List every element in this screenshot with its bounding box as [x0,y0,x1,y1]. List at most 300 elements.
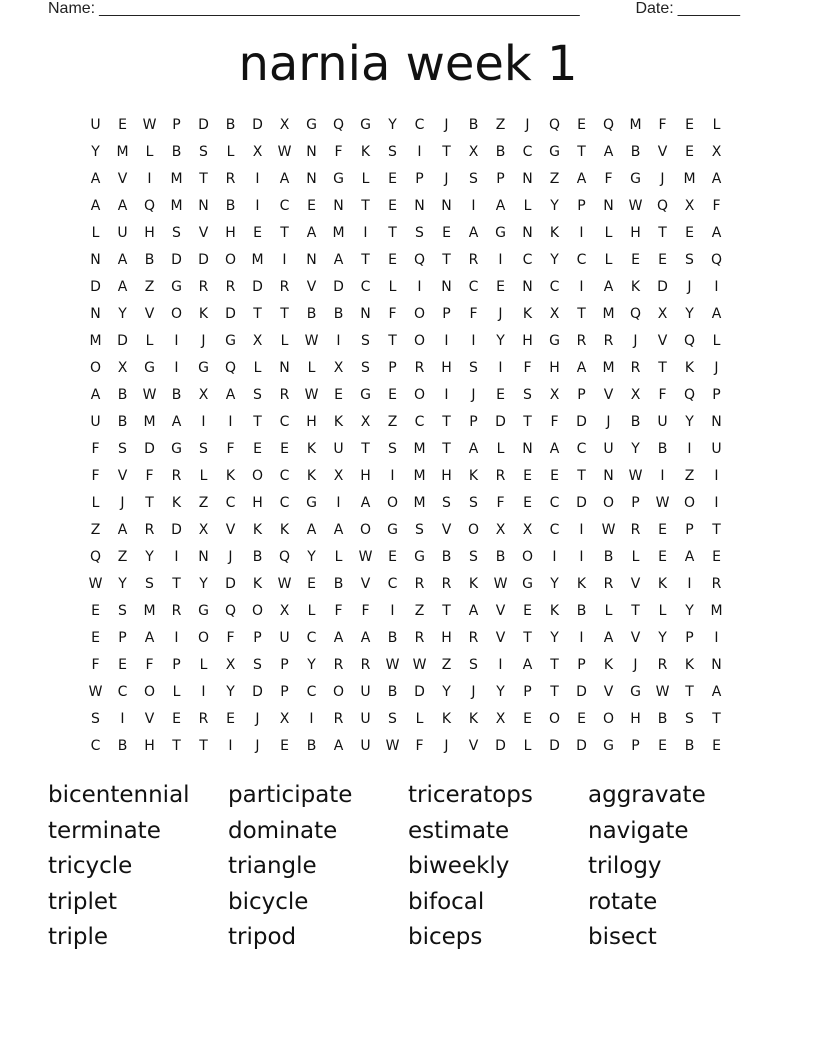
grid-letter: Y [307,657,316,673]
date-line[interactable]: _______ [677,0,740,17]
header-row [48,0,740,20]
grid-letter: I [687,576,692,592]
grid-letter: Y [550,576,559,592]
grid-letter: X [522,522,533,538]
grid-letter: J [471,387,476,403]
word-bank-item: bifocal [408,888,485,915]
grid-letter: U [360,684,371,700]
grid-letter: D [252,684,263,700]
grid-letter: W [601,522,616,538]
grid-letter: M [251,252,264,268]
grid-letter: B [630,144,641,160]
grid-letter: A [90,171,101,187]
grid-letter: D [414,684,425,700]
grid-letter: U [657,414,668,430]
grid-letter: C [360,279,371,295]
grid-letter: R [630,522,641,538]
grid-letter: P [685,630,694,646]
grid-letter: O [197,630,210,646]
grid-letter: V [495,603,506,619]
grid-letter: A [468,225,479,241]
grid-letter: R [225,171,236,187]
grid-letter: V [630,630,641,646]
grid-letter: L [91,225,100,241]
grid-letter: S [442,495,451,511]
grid-letter: I [174,549,179,565]
grid-letter: P [172,117,181,133]
grid-letter: I [498,657,503,673]
grid-letter: I [471,333,476,349]
grid-letter: N [441,198,452,214]
grid-letter: I [714,468,719,484]
grid-letter: G [171,441,182,457]
grid-letter: Q [224,360,237,376]
grid-letter: X [657,306,668,322]
grid-letter: N [306,252,317,268]
grid-letter: E [388,198,397,214]
word-bank [48,778,768,956]
grid-letter: R [495,468,506,484]
grid-letter: O [683,495,696,511]
grid-letter: Q [332,117,345,133]
name-field[interactable] [48,0,580,18]
grid-letter: I [228,414,233,430]
grid-letter: A [279,171,290,187]
grid-letter: L [523,738,532,754]
grid-letter: O [386,495,399,511]
grid-letter: A [225,387,236,403]
grid-letter: T [550,657,559,673]
grid-letter: T [685,684,694,700]
grid-letter: I [174,630,179,646]
grid-letter: Q [683,387,696,403]
grid-letter: B [171,387,182,403]
word-bank-item: dominate [228,817,338,844]
grid-letter: N [522,171,533,187]
grid-letter: A [684,549,695,565]
grid-letter: I [336,333,341,349]
grid-letter: X [333,468,344,484]
grid-letter: M [116,144,129,160]
grid-letter: L [145,144,154,160]
grid-letter: C [279,198,290,214]
grid-letter: L [361,171,370,187]
grid-letter: M [143,603,156,619]
grid-letter: N [333,198,344,214]
grid-letter: S [199,441,208,457]
grid-letter: B [117,414,128,430]
word-bank-item: triangle [228,853,317,879]
grid-letter: A [306,225,317,241]
grid-letter: R [441,576,452,592]
grid-letter: R [711,576,722,592]
grid-letter: H [549,360,560,376]
grid-letter: Q [656,198,669,214]
grid-letter: H [144,225,155,241]
grid-letter: V [198,225,209,241]
grid-letter: U [333,441,344,457]
grid-letter: Y [685,414,694,430]
grid-letter: W [277,576,292,592]
grid-letter: E [685,144,694,160]
grid-letter: O [224,252,237,268]
grid-letter: M [413,441,426,457]
grid-letter: V [360,576,371,592]
grid-letter: F [361,603,370,619]
grid-letter: E [577,711,586,727]
grid-letter: Q [683,333,696,349]
grid-letter: Z [387,414,398,430]
grid-letter: K [279,522,290,538]
grid-letter: D [549,738,560,754]
grid-letter: G [414,549,425,565]
grid-letter: L [226,144,235,160]
grid-letter: B [441,549,452,565]
grid-letter: B [468,117,479,133]
grid-letter: G [306,495,317,511]
grid-letter: I [282,252,287,268]
grid-letter: J [255,711,260,727]
grid-letter: V [225,522,236,538]
grid-letter: I [579,522,584,538]
grid-letter: B [576,603,587,619]
grid-letter: K [630,279,641,295]
grid-letter: Z [549,171,560,187]
grid-letter: O [251,603,264,619]
grid-letter: T [658,225,667,241]
grid-letter: Y [550,198,559,214]
name-line[interactable]: ______________________________________________________ [99,0,580,17]
grid-letter: P [631,495,640,511]
date-field[interactable] [635,0,740,18]
grid-letter: S [253,657,262,673]
grid-letter: I [336,495,341,511]
grid-letter: K [225,468,236,484]
grid-letter: R [171,603,182,619]
grid-letter: A [711,306,722,322]
grid-letter: J [120,495,125,511]
grid-letter: S [523,387,532,403]
grid-letter: G [144,360,155,376]
grid-letter: A [522,657,533,673]
grid-letter: T [199,171,208,187]
grid-letter: L [604,225,613,241]
grid-letter: T [172,738,181,754]
grid-letter: E [118,117,127,133]
grid-letter: N [306,144,317,160]
grid-letter: A [576,360,587,376]
grid-letter: Q [710,252,723,268]
grid-letter: K [252,522,263,538]
grid-letter: K [306,468,317,484]
grid-letter: P [712,387,721,403]
grid-letter: C [306,630,317,646]
grid-letter: T [361,198,370,214]
grid-letter: X [549,306,560,322]
grid-letter: T [631,603,640,619]
grid-letter: S [172,225,181,241]
grid-letter: I [714,279,719,295]
grid-letter: G [495,225,506,241]
grid-letter: L [604,603,613,619]
grid-letter: U [360,738,371,754]
grid-letter: K [603,657,614,673]
grid-letter: A [549,441,560,457]
grid-letter: K [576,576,587,592]
word-bank-item: tripod [228,924,297,950]
grid-letter: Y [91,144,100,160]
grid-letter: T [550,684,559,700]
grid-letter: E [442,225,451,241]
grid-letter: F [658,117,667,133]
grid-letter: O [89,360,102,376]
grid-letter: E [523,603,532,619]
grid-letter: E [172,711,181,727]
grid-letter: W [493,576,508,592]
grid-letter: R [198,711,209,727]
grid-letter: E [550,468,559,484]
grid-letter: I [255,198,260,214]
grid-letter: O [467,522,480,538]
grid-letter: Y [307,549,316,565]
grid-letter: E [712,738,721,754]
grid-letter: V [603,684,614,700]
grid-letter: E [388,387,397,403]
grid-letter: E [388,171,397,187]
grid-letter: Z [495,117,506,133]
grid-letter: F [334,603,343,619]
grid-letter: X [198,522,209,538]
grid-letter: E [658,738,667,754]
grid-letter: S [118,603,127,619]
grid-letter: Q [548,117,561,133]
grid-letter: V [144,306,155,322]
grid-letter: H [252,495,263,511]
grid-letter: Q [224,603,237,619]
grid-letter: D [576,738,587,754]
grid-letter: G [225,333,236,349]
grid-letter: W [142,387,157,403]
grid-letter: G [603,738,614,754]
grid-letter: I [579,225,584,241]
grid-letter: Y [496,333,505,349]
grid-letter: T [523,630,532,646]
grid-letter: I [714,495,719,511]
grid-letter: G [630,684,641,700]
word-bank-item: triplet [48,888,118,915]
grid-letter: L [253,360,262,376]
grid-letter: P [523,684,532,700]
word-bank-item: bicycle [228,888,309,915]
grid-letter: D [144,441,155,457]
grid-letter: V [468,738,479,754]
grid-letter: P [577,198,586,214]
grid-letter: Y [118,306,127,322]
word-bank-item: triple [48,924,109,950]
grid-letter: Q [602,117,615,133]
grid-letter: D [117,333,128,349]
grid-letter: K [684,657,695,673]
grid-letter: J [633,657,638,673]
grid-letter: K [360,144,371,160]
grid-letter: T [442,144,451,160]
word-bank-item: bisect [588,924,657,950]
grid-letter: P [388,360,397,376]
grid-letter: E [307,198,316,214]
grid-letter: L [604,252,613,268]
grid-letter: G [306,117,317,133]
grid-letter: W [385,657,400,673]
grid-letter: B [144,252,155,268]
grid-letter: R [360,657,371,673]
grid-letter: H [144,738,155,754]
grid-letter: E [334,387,343,403]
grid-letter: A [603,144,614,160]
word-bank-item: trilogy [588,853,662,879]
grid-letter: C [549,279,560,295]
grid-letter: A [333,522,344,538]
grid-letter: Y [442,684,451,700]
grid-letter: E [658,549,667,565]
grid-letter: X [495,522,506,538]
grid-letter: D [495,738,506,754]
grid-letter: C [549,522,560,538]
grid-letter: N [522,279,533,295]
grid-letter: S [199,144,208,160]
grid-letter: Y [685,306,694,322]
grid-letter: T [361,441,370,457]
grid-letter: V [117,468,128,484]
grid-letter: Y [199,576,208,592]
grid-letter: J [255,738,260,754]
grid-letter: N [90,306,101,322]
grid-letter: K [522,306,533,322]
grid-letter: V [657,144,668,160]
grid-letter: L [712,117,721,133]
grid-letter: V [144,711,155,727]
grid-letter: F [604,171,613,187]
grid-letter: J [444,117,449,133]
grid-letter: A [495,198,506,214]
word-bank-item: navigate [588,817,689,844]
grid-letter: F [658,387,667,403]
grid-letter: K [306,441,317,457]
grid-letter: D [657,279,668,295]
grid-letter: T [712,711,721,727]
grid-letter: K [333,414,344,430]
grid-letter: S [361,360,370,376]
grid-letter: M [413,495,426,511]
grid-letter: G [549,333,560,349]
grid-letter: F [550,414,559,430]
grid-letter: S [685,252,694,268]
grid-letter: T [442,414,451,430]
word-bank-item: rotate [588,888,658,915]
grid-letter: F [388,306,397,322]
grid-letter: B [333,306,344,322]
grid-letter: A [117,522,128,538]
grid-letter: W [385,738,400,754]
grid-letter: K [252,576,263,592]
grid-letter: K [684,360,695,376]
grid-letter: R [468,252,479,268]
grid-letter: L [631,549,640,565]
grid-letter: M [89,333,102,349]
grid-letter: T [442,603,451,619]
grid-letter: N [603,468,614,484]
grid-letter: G [360,117,371,133]
grid-letter: J [606,414,611,430]
grid-letter: Y [118,576,127,592]
grid-letter: A [603,279,614,295]
grid-letter: E [253,225,262,241]
grid-letter: J [714,360,719,376]
grid-letter: Q [278,549,291,565]
grid-letter: S [91,711,100,727]
grid-letter: L [307,603,316,619]
grid-letter: I [714,630,719,646]
grid-letter: O [143,684,156,700]
grid-letter: A [711,225,722,241]
grid-letter: G [360,387,371,403]
grid-letter: K [171,495,182,511]
grid-letter: B [630,414,641,430]
grid-letter: R [279,387,290,403]
grid-letter: I [444,387,449,403]
grid-letter: M [629,117,642,133]
grid-letter: R [414,360,425,376]
grid-letter: K [549,603,560,619]
grid-letter: S [388,711,397,727]
grid-letter: F [91,468,100,484]
grid-letter: F [415,738,424,754]
grid-letter: F [712,198,721,214]
grid-letter: F [496,495,505,511]
grid-letter: X [468,144,479,160]
grid-letter: K [657,576,668,592]
word-bank-item: triceratops [408,782,533,808]
grid-letter: T [253,414,262,430]
grid-letter: B [387,684,398,700]
grid-letter: H [441,630,452,646]
grid-letter: J [687,279,692,295]
grid-letter: A [576,171,587,187]
grid-letter: B [387,630,398,646]
grid-letter: L [523,198,532,214]
grid-letter: G [522,576,533,592]
grid-letter: N [414,198,425,214]
grid-letter: E [577,117,586,133]
grid-letter: W [277,144,292,160]
grid-letter: U [603,441,614,457]
grid-letter: B [252,549,263,565]
grid-letter: E [307,576,316,592]
grid-letter: X [117,360,128,376]
grid-letter: N [522,225,533,241]
grid-letter: L [712,333,721,349]
grid-letter: D [171,522,182,538]
grid-letter: I [255,171,260,187]
grid-letter: U [90,117,101,133]
grid-letter: D [198,252,209,268]
grid-letter: C [414,414,425,430]
grid-letter: S [253,387,262,403]
grid-letter: U [90,414,101,430]
grid-letter: B [225,117,236,133]
grid-letter: I [174,360,179,376]
grid-letter: R [171,468,182,484]
grid-letter: O [602,711,615,727]
